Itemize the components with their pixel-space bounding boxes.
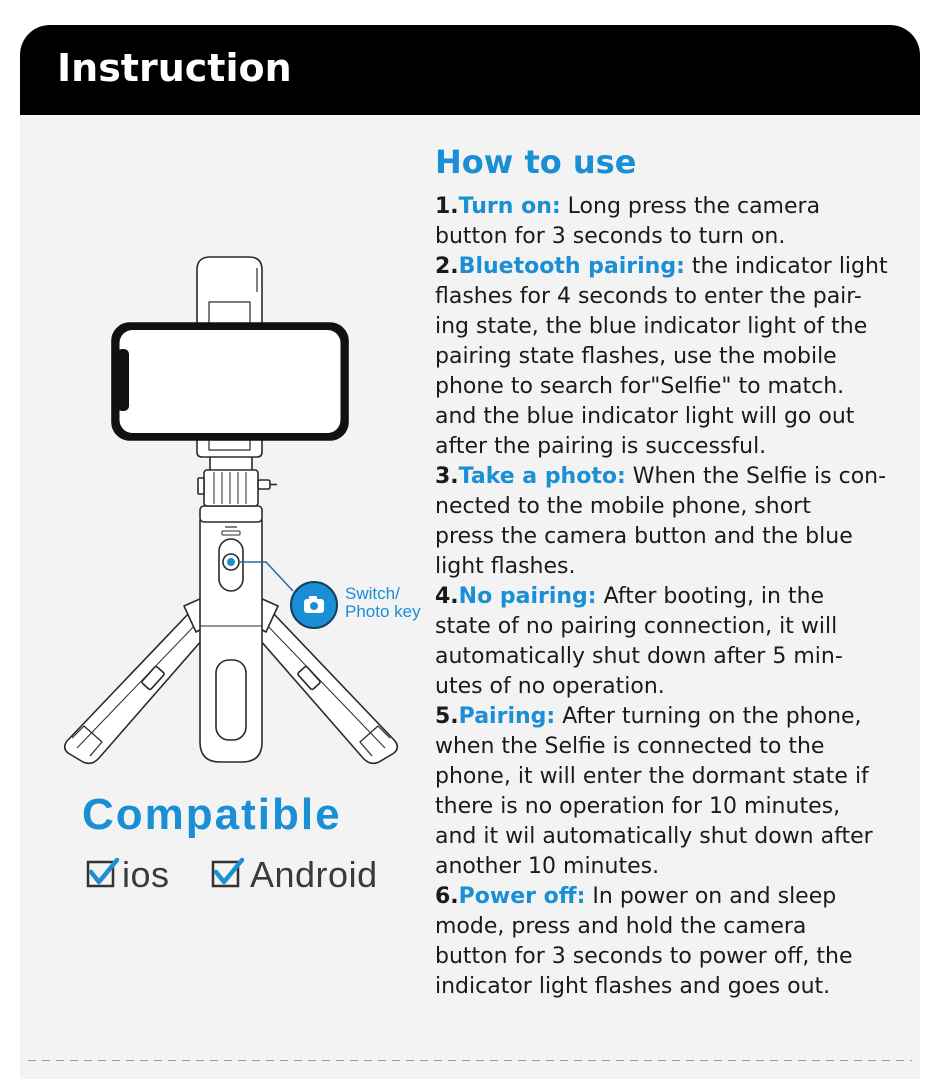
step-number: 2. <box>435 254 459 279</box>
callout-label-line-2: Photo key <box>345 602 421 621</box>
step-number: 5. <box>435 704 459 729</box>
header-bar <box>20 25 920 115</box>
phone-clamp-top <box>197 257 262 330</box>
ios-label: ios <box>122 854 170 895</box>
phone-notch <box>117 349 129 411</box>
step-title: Take a photo: <box>458 464 626 489</box>
stick-top-cap <box>200 506 262 522</box>
instruction-panel <box>20 115 920 1079</box>
tripod-leg-left <box>65 612 209 763</box>
step-5 <box>435 702 913 882</box>
android-label: Android <box>250 854 378 895</box>
step-3 <box>435 462 913 582</box>
step-4 <box>435 582 913 702</box>
handle-grip-slot <box>216 660 246 740</box>
android-checkbox <box>211 856 245 888</box>
pivot-joint <box>198 452 277 506</box>
header-title: Instruction <box>57 46 292 90</box>
step-title: No pairing: <box>458 584 597 609</box>
callout-label-line-1: Switch/ <box>345 584 400 603</box>
step-2 <box>435 252 913 462</box>
joint-knob-right <box>258 480 270 489</box>
step-text: When the Selfie is con- nected to the mobile phone, short press the camera button and the blue light flashes. <box>435 464 887 579</box>
phone-screen <box>120 330 341 433</box>
step-number: 1. <box>435 194 459 219</box>
step-title: Power off: <box>458 884 586 909</box>
how-to-use-title: How to use <box>435 143 637 181</box>
step-title: Turn on: <box>458 194 561 219</box>
joint-knob-left <box>198 478 204 494</box>
ios-checkbox <box>86 856 120 888</box>
switch-photo-key-label <box>345 585 421 621</box>
step-1 <box>435 192 913 252</box>
step-number: 4. <box>435 584 459 609</box>
step-number: 3. <box>435 464 459 489</box>
compatible-title: Compatible <box>82 790 342 839</box>
selfie-stick-tripod-illustration <box>40 240 440 780</box>
step-text: the indicator light flashes for 4 seconds to enter the pair- ing state, the blue indicator light of the pairing state flashes, use the mobile phone to search for"Selfie" to match. and the blue indicator light will go out after the pairing is successful. <box>435 254 888 459</box>
step-text: After booting, in the state of no pairing connection, it will automatically shut down after 5 min- utes of no operation. <box>435 584 843 699</box>
tripod-leg-right <box>253 612 397 763</box>
step-title: Pairing: <box>458 704 556 729</box>
step-text: Long press the camera button for 3 seconds to turn on. <box>435 194 821 249</box>
step-6 <box>435 882 913 1002</box>
camera-button <box>219 539 243 591</box>
step-text: In power on and sleep mode, press and hold the camera button for 3 seconds to power off, the indicator light flashes and goes out. <box>435 884 853 999</box>
dashed-divider <box>28 1060 912 1061</box>
how-to-use-steps <box>435 192 913 1002</box>
step-text: After turning on the phone, when the Selfie is connected to the phone, it will enter the dormant state if there is no operation for 10 minutes, and it wil automatically shut down after another 10 minutes. <box>435 704 873 879</box>
step-title: Bluetooth pairing: <box>458 254 685 279</box>
step-number: 6. <box>435 884 459 909</box>
